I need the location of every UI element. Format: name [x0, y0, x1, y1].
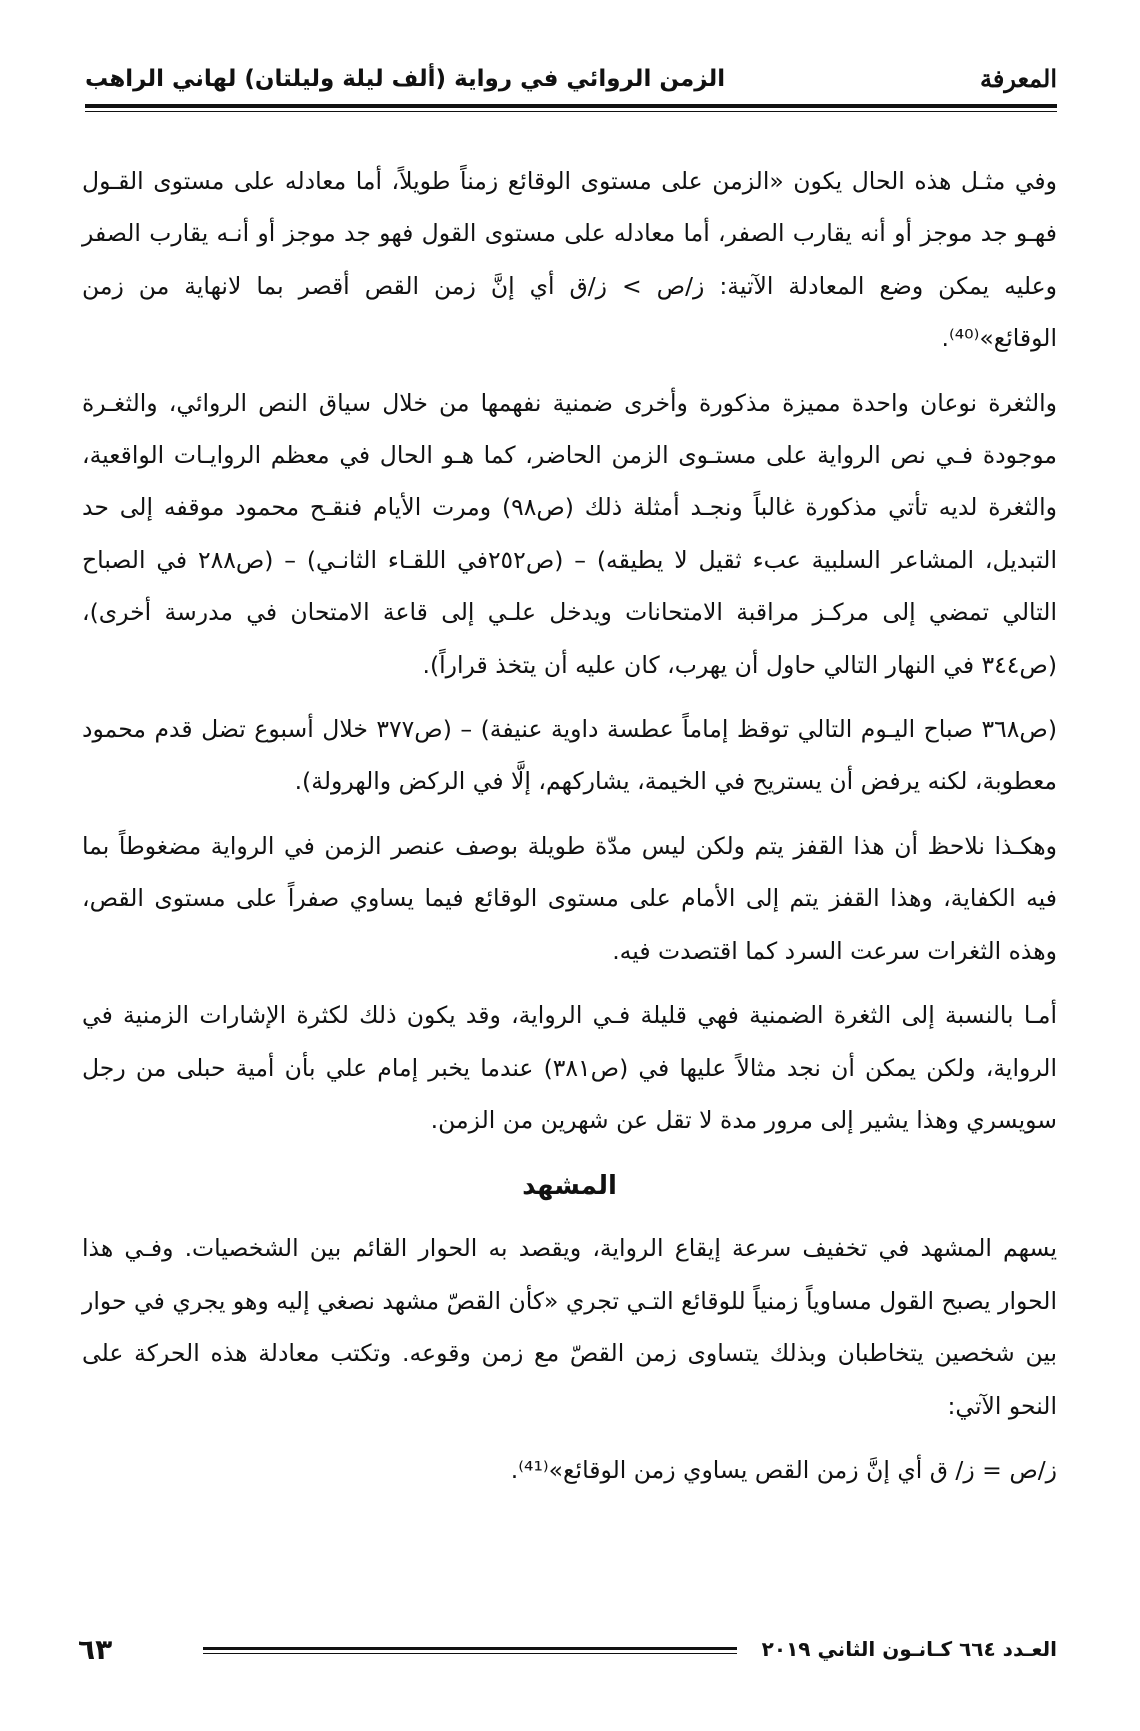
journal-logo: المعرفة [979, 64, 1057, 93]
page-number: ٦٣ [78, 1633, 113, 1666]
running-title: الزمن الروائي في رواية (ألف ليلة وليلتان) لهاني الراهب [85, 66, 726, 92]
issue-info: العـدد ٦٦٤ كـانـون الثاني ٢٠١٩ [761, 1637, 1057, 1661]
footer-rule-thin [203, 1653, 737, 1654]
page-footer [78, 1633, 1057, 1673]
paragraph: يسهم المشهد في تخفيف سرعة إيقاع الرواية، ويقصد به الحوار القائم بين الشخصيات. وفـي هذا الحوار يصبح القول مساوياً زمنياً للوقائع التـي تجري «كأن القصّ مشهد نصغي إليه وهو يجري في حوار بين شخصين يتخاطبان وبذلك يتساوى زمن القصّ مع زمن وقوعه. وتكتب معادلة هذه الحركة على النحو الآتي: [82, 1234, 1057, 1420]
paragraph: والثغرة نوعان واحدة مميزة مذكورة وأخرى ضمنية نفهمها من خلال سياق النص الروائي، والثغـرة موجودة فـي نص الرواية على مستـوى الزمن الحاضر، كما هـو الحال في معظم الروايـات الواقعية، والثغرة لديه تأتي مذكورة غالباً ونجـد أمثلة ذلك (ص٩٨) ومرت الأيام فنقـح محمود موقفه إلى حد التبديل، المشاعر السلبية عبء ثقيل لا يطيقه) – (ص٢٥٢في اللقـاء الثانـي) – (ص٢٨٨ في الصباح التالي تمضي إلى مركـز مراقبة الامتحانات ويدخل علـي إلى قاعة الامتحان في مدرسة أخرى)، (ص٣٤٤ في النهار التالي حاول أن يهرب، كان عليه أن يتخذ قراراً). [82, 388, 1057, 679]
paragraph: (ص٣٦٨ صباح اليـوم التالي توقظ إماماً عطسة داوية عنيفة) – (ص٣٧٧ خلال أسبوع تضل قدم محمود معطوبة، لكنه يرفض أن يستريح في الخيمة، يشاركهم، إلَّا في الركض والهرولة). [82, 715, 1057, 796]
article-body [82, 155, 1057, 1508]
paragraph: وهكـذا نلاحظ أن هذا القفز يتم ولكن ليس مدّة طويلة بوصف عنصر الزمن في الرواية مضغوطاً بما فيه الكفاية، وهذا القفز يتم إلى الأمام على مستوى الوقائع فيما يساوي صفراً على مستوى القص، وهذه الثغرات سرعت السرد كما اقتصدت فيه. [82, 831, 1057, 965]
header-rule [85, 104, 1057, 108]
page-header [85, 56, 1057, 108]
formula-line: ز/ص = ز/ ق أي إنَّ زمن القص يساوي زمن الوقائع»⁽⁴¹⁾. [510, 1455, 1057, 1484]
paragraph: وفي مثـل هذه الحال يكون «الزمن على مستوى الوقائع زمناً طويلاً، أما معادله على مستوى القـول فهـو جد موجز أو أنه يقارب الصفر، أما معادله على مستوى القول فهو جد موجز أو أنـه يقارب الصفر وعليه يمكن وضع المعادلة الآتية: ز/ص > ز/ق أي إنَّ زمن القص أقصر بما لانهاية من زمن الوقائع»⁽⁴⁰⁾. [82, 167, 1057, 353]
footer-rule [203, 1647, 737, 1650]
header-rule-thin [85, 111, 1057, 112]
section-heading: المشهد [522, 1171, 617, 1202]
paragraph: أمـا بالنسبة إلى الثغرة الضمنية فهي قليلة فـي الرواية، وقد يكون ذلك لكثرة الإشارات الزمنية في الرواية، ولكن يمكن أن نجد مثالاً عليها في (ص٣٨١) عندما يخبر إمام علي بأن أمية حبلى من رجل سويسري وهذا يشير إلى مرور مدة لا تقل عن شهرين من الزمن. [82, 1001, 1057, 1134]
